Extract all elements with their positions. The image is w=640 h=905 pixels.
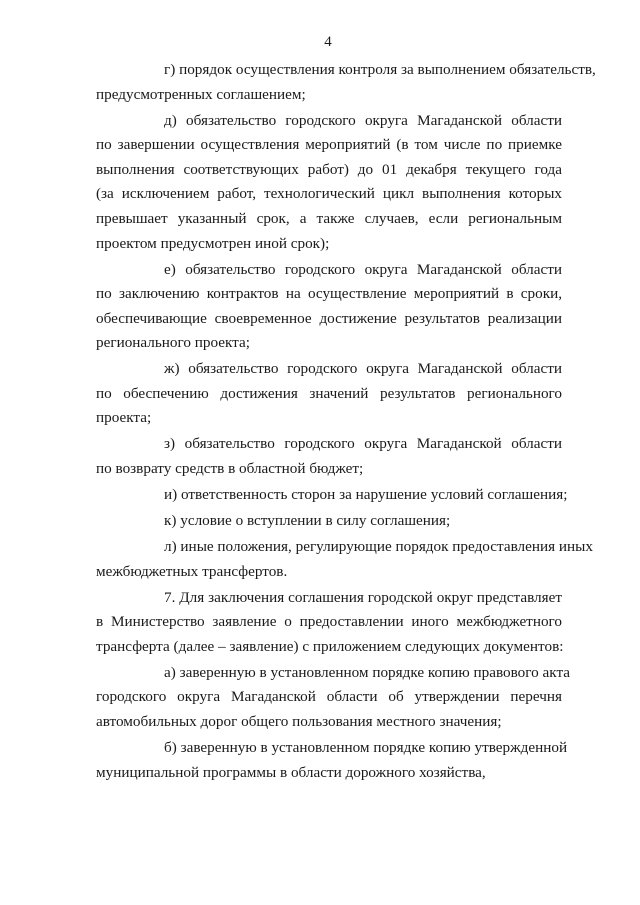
text-line: по возврату средств в областной бюджет; <box>96 460 364 478</box>
text-line: выполнения соответствующих работ) до 01 декабря текущего года <box>96 160 562 178</box>
paragraph <box>96 432 562 481</box>
text-line: автомобильных дорог общего пользования местного значения; <box>96 712 502 730</box>
text-line: л) иные положения, регулирующие порядок предоставления иных <box>164 538 593 556</box>
text-line: муниципальной программы в области дорожного хозяйства, <box>96 763 486 781</box>
text-line: а) заверенную в установленном порядке копию правового акта <box>164 663 571 681</box>
text-line: межбюджетных трансфертов. <box>96 562 288 580</box>
text-line: и) ответственность сторон за нарушение условий соглашения; <box>164 486 568 504</box>
paragraph <box>96 483 568 508</box>
paragraph <box>96 258 562 356</box>
page-number: 4 <box>324 34 332 50</box>
text-line: в Министерство заявление о предоставлении иного межбюджетного <box>96 613 562 631</box>
paragraph <box>96 509 562 534</box>
text-line: (за исключением работ, технологический цикл выполнения которых <box>96 185 562 203</box>
text-line: з) обязательство городского округа Магаданской области <box>164 435 562 453</box>
text-line: к) условие о вступлении в силу соглашения; <box>164 512 451 530</box>
text-line: регионального проекта; <box>96 334 250 352</box>
text-line: предусмотренных соглашением; <box>96 85 306 103</box>
document-body <box>96 58 596 787</box>
paragraph <box>96 586 562 660</box>
text-line: по заключению контрактов на осуществление мероприятий в сроки, <box>96 285 562 303</box>
text-line: ж) обязательство городского округа Магаданской области <box>164 360 562 378</box>
paragraph <box>96 109 562 257</box>
text-line: трансферта (далее – заявление) с приложением следующих документов: <box>96 637 564 655</box>
text-line: 7. Для заключения соглашения городской округ представляет <box>164 588 562 606</box>
text-line: е) обязательство городского округа Магаданской области <box>164 260 562 278</box>
text-line: по завершении осуществления мероприятий (в том числе по приемке <box>96 136 562 154</box>
paragraph <box>96 58 596 107</box>
paragraph <box>96 661 571 735</box>
text-line: по обеспечению достижения значений результатов регионального <box>96 384 562 402</box>
paragraph <box>96 535 593 584</box>
paragraph <box>96 736 568 785</box>
text-line: проекта; <box>96 409 152 427</box>
text-line: превышает указанный срок, а также случаев, если региональным <box>96 209 562 227</box>
text-line: б) заверенную в установленном порядке копию утвержденной <box>164 738 568 756</box>
text-line: проектом предусмотрен иной срок); <box>96 234 330 252</box>
text-line: г) порядок осуществления контроля за выполнением обязательств, <box>164 61 596 78</box>
paragraph <box>96 357 562 431</box>
text-line: городского округа Магаданской области об утверждении перечня <box>96 688 562 706</box>
text-line: обеспечивающие своевременное достижение результатов реализации <box>96 309 562 327</box>
text-line: д) обязательство городского округа Магаданской области <box>164 111 562 129</box>
